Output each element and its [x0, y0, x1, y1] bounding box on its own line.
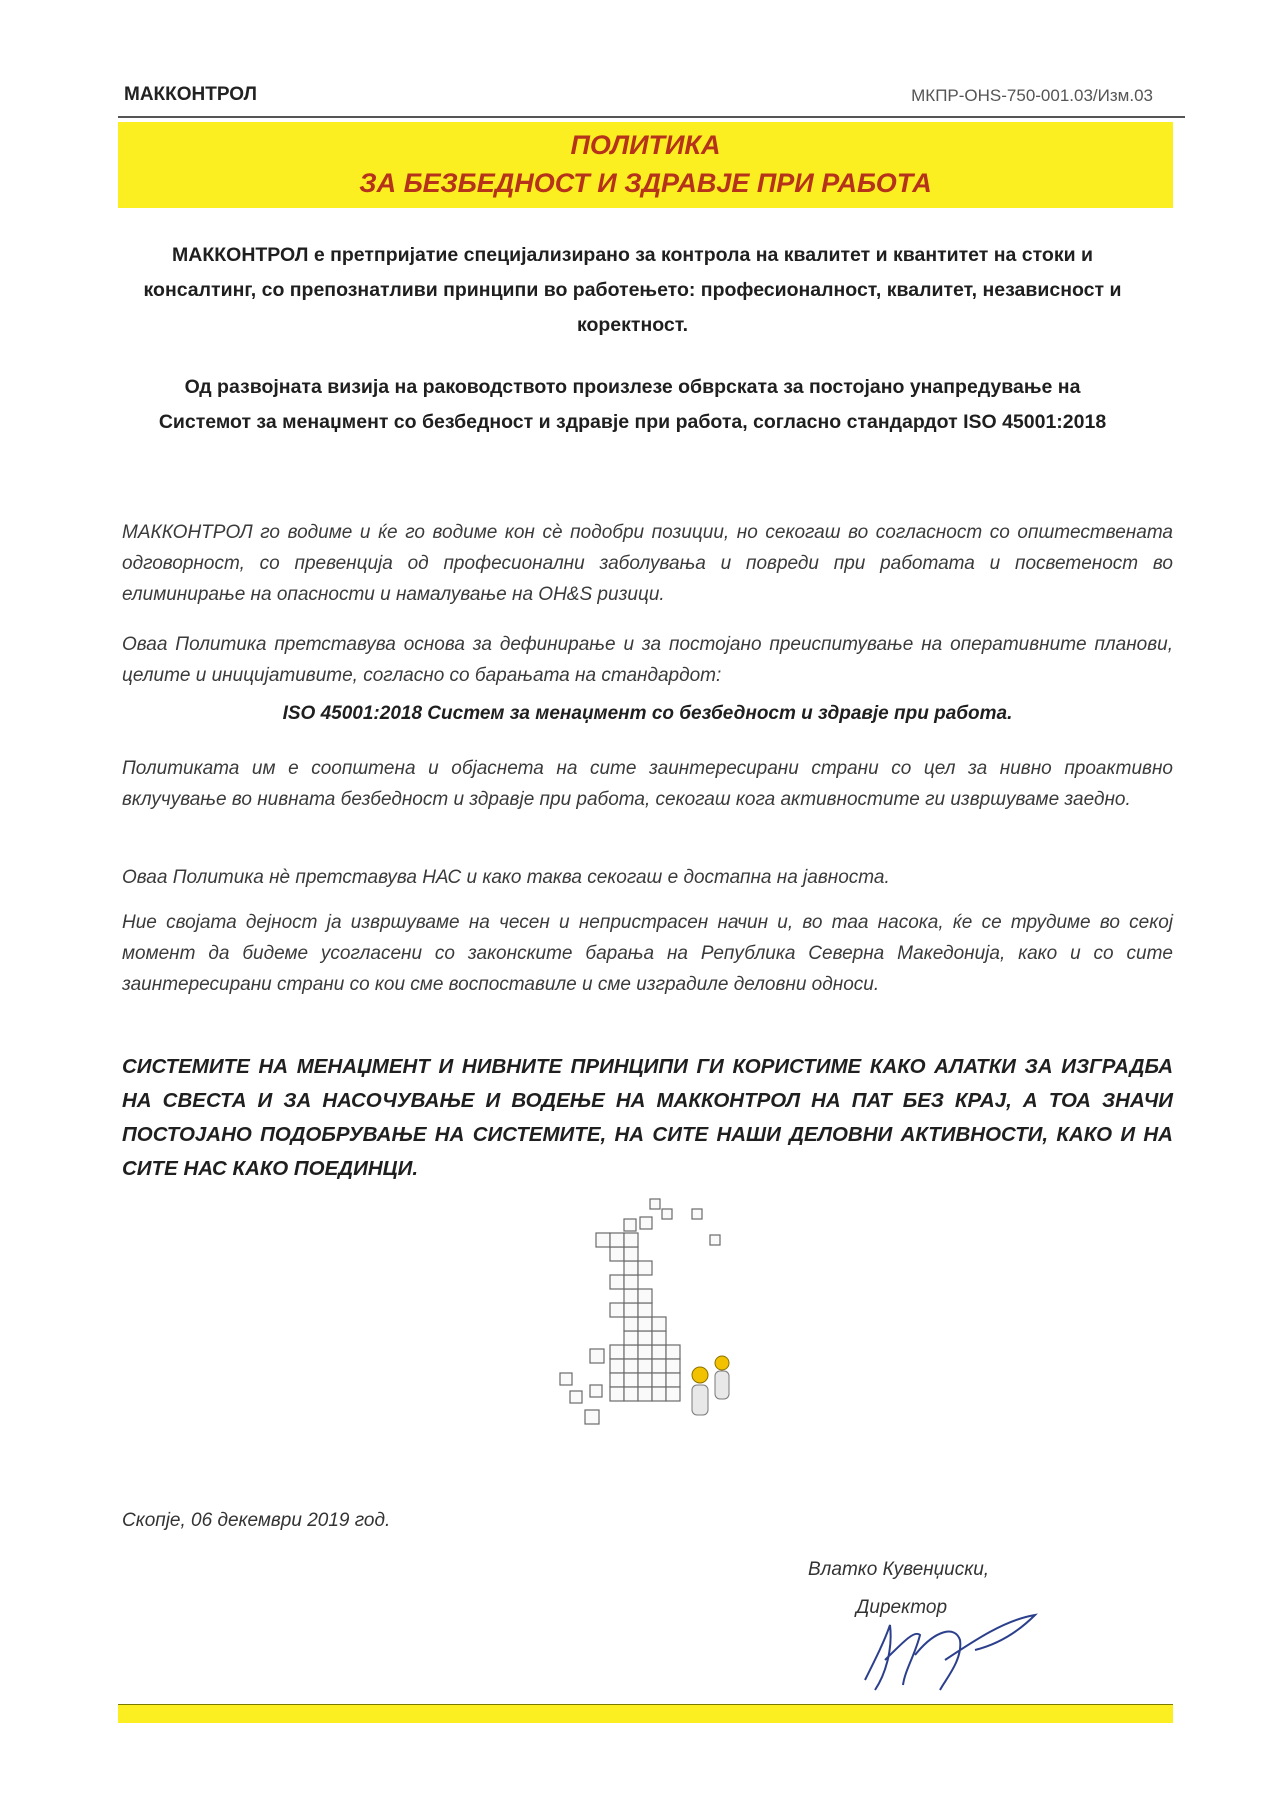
signatory-title: Директор — [856, 1597, 948, 1618]
body-paragraph-1: МАККОНТРОЛ го водиме и ќе го водиме кон сѐ подобри позиции, но секогаш во согласност со општествената одговорност, со превенција од професионални заболувања и повреди при работата и посветеност во елиминирање на опасности и намалување на OH&S ризици. — [122, 522, 1173, 605]
signatory-name: Влатко Кувенџиски, — [808, 1559, 990, 1580]
body-paragraph-5: Ние својата дејност ја извршуваме на чесен и непристрасен начин и, во таа насока, ќе се трудиме во секој момент да бидеме усогласени со законските барања на Република Северна Македонија, како и со сите заинтересирани страни со кои сме воспоставиле и сме изградиле деловни односи. — [122, 912, 1173, 995]
document-code: МКПР-OHS-750-001.03/Изм.03 — [911, 86, 1153, 105]
policy-title: ПОЛИТИКА — [570, 130, 721, 160]
title-banner — [118, 122, 1173, 208]
iso-standard-line: ISO 45001:2018 Систем за менаџмент со безбедност и здравје при работа. — [282, 703, 1013, 724]
cube-builders-illustration — [530, 1195, 770, 1440]
document-date: Скопје, 06 декември 2019 год. — [122, 1510, 391, 1531]
footer-bar — [118, 1705, 1173, 1723]
intro-paragraph-vision: Од развојната визија на раководството произлезе обврската за постојано унапредување на Системот за менаџмент со безбедност и здравје при работа, согласно стандардот ISO 45001:2018 — [158, 376, 1107, 433]
company-name: МАККОНТРОЛ — [124, 84, 257, 105]
policy-subtitle: ЗА БЕЗБЕДНОСТ И ЗДРАВЈЕ ПРИ РАБОТА — [359, 168, 932, 198]
header-divider — [118, 116, 1185, 118]
body-paragraph-2: Оваа Политика претставува основа за дефинирање и за постојано преиспитување на оперативните планови, целите и иницијативите, согласно со барањата на стандардот: — [122, 634, 1173, 686]
handwritten-signature — [845, 1600, 1045, 1700]
intro-paragraph-company: МАККОНТРОЛ е претпријатие специјализирано за контрола на квалитет и квантитет на стоки и консалтинг, со препознатливи принципи во работењето: професионалност, квалитет, независност и коректност. — [143, 244, 1122, 336]
body-paragraph-3: Политиката им е соопштена и објаснета на сите заинтересирани страни со цел за нивно проактивно вклучување во нивната безбедност и здравје при работа, секогаш кога активностите ги извршуваме заедно. — [122, 758, 1173, 810]
body-paragraph-4: Оваа Политика нѐ претставува НАС и како таква секогаш е достапна на јавноста. — [122, 867, 890, 888]
closing-statement: СИСТЕМИТЕ НА МЕНАЏМЕНТ И НИВНИТЕ ПРИНЦИПИ ГИ КОРИСТИМЕ КАКО АЛАТКИ ЗА ИЗГРАДБА НА СВЕСТА И ЗА НАСОЧУВАЊЕ И ВОДЕЊЕ НА МАККОНТРОЛ НА ПАТ БЕЗ КРАЈ, А ТОА ЗНАЧИ ПОСТОЈАНО ПОДОБРУВАЊЕ НА СИСТЕМИТЕ, НА СИТЕ НАШИ ДЕЛОВНИ АКТИВНОСТИ, КАКО И НА СИТЕ НАС КАКО ПОЕДИНЦИ. — [122, 1055, 1173, 1180]
